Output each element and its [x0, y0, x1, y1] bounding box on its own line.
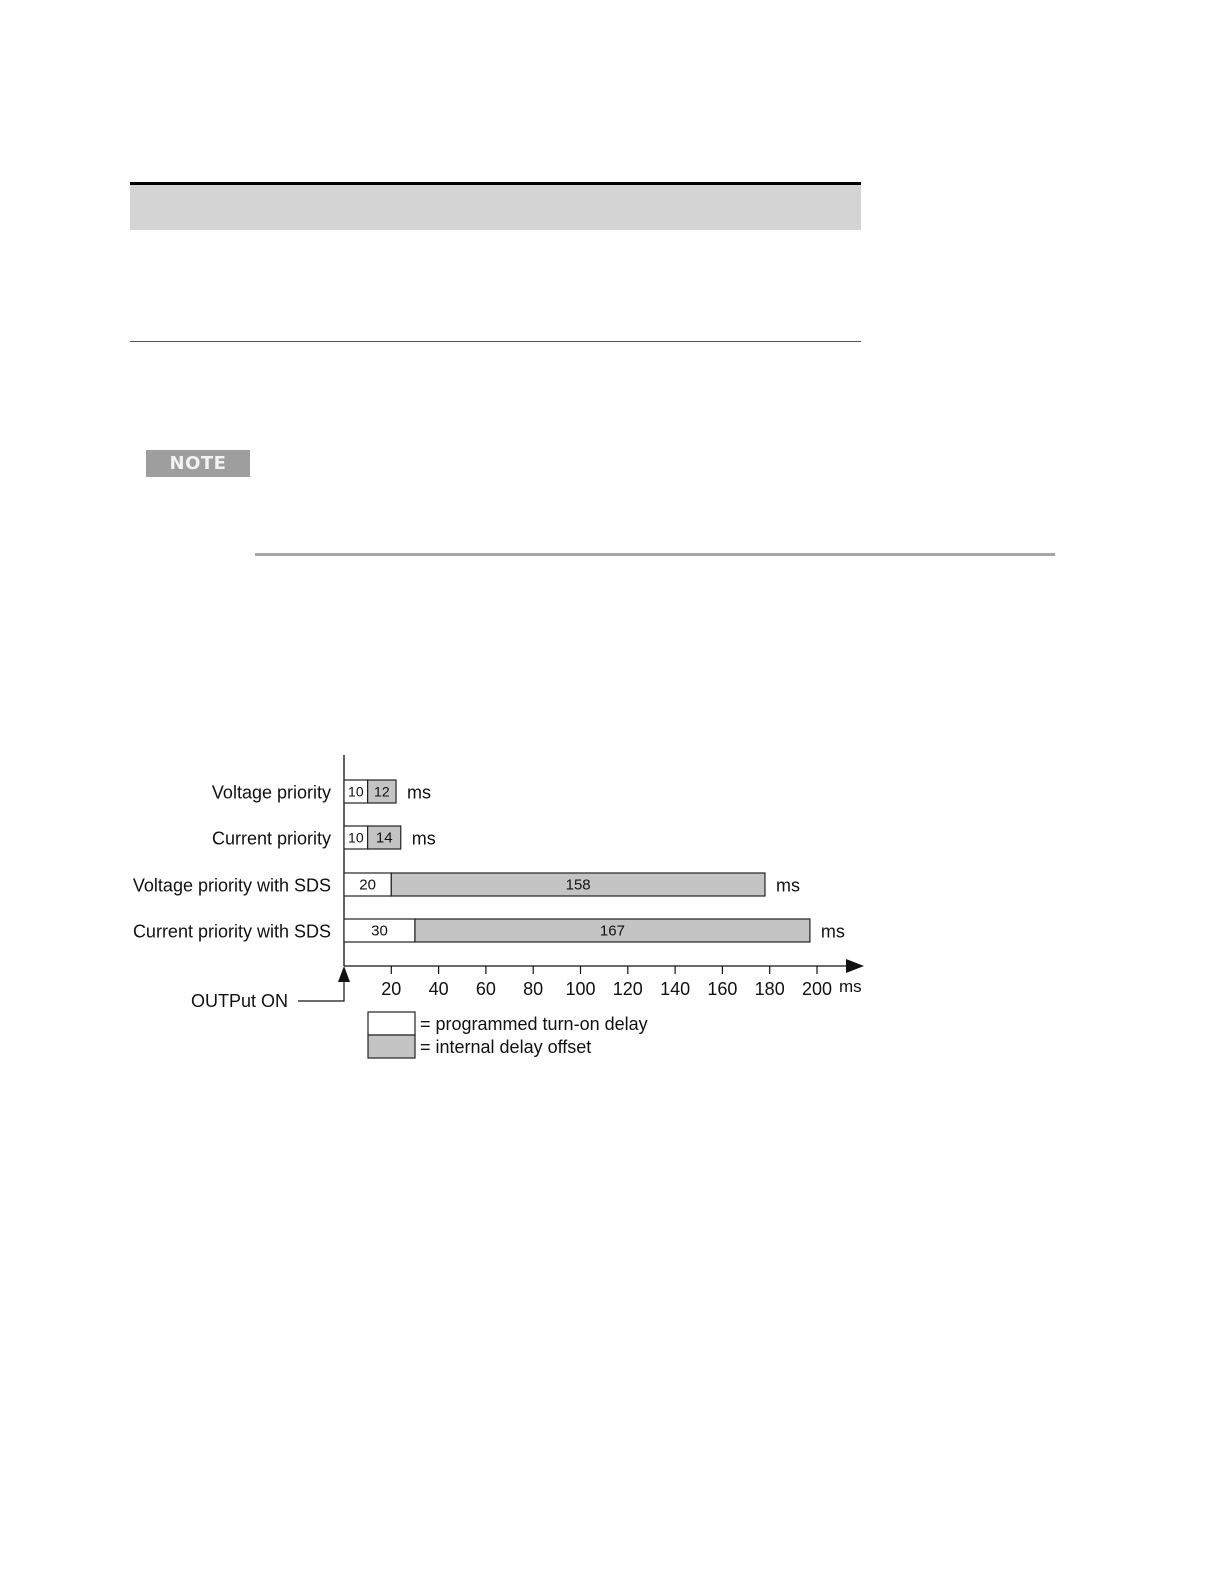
x-tick-label-100: 100	[565, 979, 596, 999]
x-tick-label-60: 60	[475, 979, 496, 999]
x-axis-arrowhead	[846, 959, 864, 973]
bar-unit-label-2: ms	[411, 828, 436, 849]
note-badge: NOTE	[146, 450, 250, 477]
x-axis-unit-label: ms	[839, 977, 862, 996]
bar-value-label-programmed-3: 20	[359, 876, 376, 894]
x-tick-label-40: 40	[428, 979, 449, 999]
bar-value-label-internal-4: 167	[599, 922, 625, 940]
legend-swatch-programmed	[368, 1012, 415, 1035]
legend-swatch-internal	[368, 1035, 415, 1058]
x-tick-label-180: 180	[754, 979, 785, 999]
category-label-2: Current priority	[211, 828, 331, 849]
bar-unit-label-4: ms	[820, 921, 845, 942]
bar-unit-label-1: ms	[407, 782, 432, 803]
category-label-3: Voltage priority with SDS	[132, 875, 331, 896]
origin-arrowhead	[338, 966, 350, 982]
x-tick-label-120: 120	[612, 979, 643, 999]
origin-label: OUTPut ON	[190, 991, 288, 1011]
x-tick-label-160: 160	[707, 979, 738, 999]
bar-value-label-programmed-4: 30	[371, 922, 388, 940]
bar-unit-label-3: ms	[775, 875, 800, 896]
category-label-4: Current priority with SDS	[132, 921, 331, 942]
origin-leader-line	[298, 982, 344, 1001]
x-tick-label-20: 20	[381, 979, 402, 999]
legend-label-programmed: = programmed turn-on delay	[420, 1014, 648, 1034]
x-tick-label-200: 200	[801, 979, 833, 999]
bar-value-label-internal-3: 158	[565, 876, 591, 894]
legend-label-internal: = internal delay offset	[420, 1037, 592, 1057]
bar-value-label-internal-2: 14	[375, 829, 393, 847]
x-tick-label-80: 80	[523, 979, 544, 999]
category-label-1: Voltage priority	[211, 782, 331, 803]
x-tick-label-140: 140	[660, 979, 691, 999]
bar-value-label-internal-1: 12	[374, 783, 390, 800]
bar-value-label-programmed-2: 10	[348, 829, 364, 846]
bar-value-label-programmed-1: 10	[348, 783, 364, 800]
